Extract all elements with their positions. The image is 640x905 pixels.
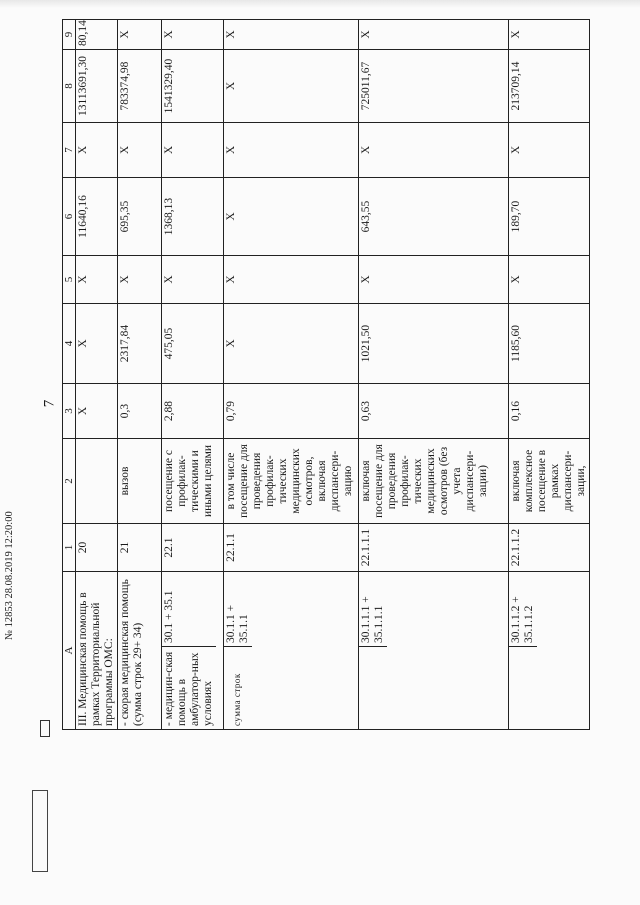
unit-cell: в том числе посещение для проведения профилак-тических медицинских осмотров, включая диспансери-зацию [224, 439, 359, 524]
unit-cell: посещение с профилак-тическими и иными целями [162, 439, 224, 524]
row-code: 22.1.1 [224, 524, 359, 572]
table-row [76, 20, 118, 730]
row-code: 21 [118, 524, 162, 572]
value-cell: X [359, 20, 509, 50]
value-cell: 1021,50 [359, 304, 509, 384]
value-cell: 1185,60 [509, 304, 590, 384]
value-cell: X [224, 304, 359, 384]
row-formula: 30.1.1.1 + 35.1.1.1 [360, 596, 385, 643]
value-cell: 2,88 [162, 384, 224, 439]
value-cell: 695,35 [118, 178, 162, 256]
value-cell: 0,3 [118, 384, 162, 439]
value-cell: 13113691,30 [76, 50, 118, 123]
value-cell: X [224, 256, 359, 304]
value-cell: X [76, 384, 118, 439]
row-label [509, 646, 537, 729]
row-label [359, 646, 387, 729]
value-cell: X [359, 123, 509, 178]
row-formula: 30.1.1 + 35.1.1 [225, 604, 250, 643]
header-row [63, 20, 76, 730]
value-cell: X [118, 123, 162, 178]
row-formula: 30.1.1.2 + 35.1.1.2 [510, 596, 535, 643]
value-cell: 0,63 [359, 384, 509, 439]
header-cell: 4 [63, 304, 76, 384]
value-cell: 11640,16 [76, 178, 118, 256]
sum-label: сумма строк [232, 673, 242, 726]
value-cell: X [162, 256, 224, 304]
value-cell: 1541329,40 [162, 50, 224, 123]
header-cell: А [63, 572, 76, 730]
unit-cell: включая комплексное посещение в рамках диспансери-зации, [509, 439, 590, 524]
header-cell: 7 [63, 123, 76, 178]
value-cell: X [118, 20, 162, 50]
value-cell: X [224, 20, 359, 50]
row-label: - медицин-ская помощь в амбулатор-ных условиях [162, 646, 216, 729]
stamp-mark [40, 720, 50, 737]
header-cell: 3 [63, 384, 76, 439]
table-row [359, 20, 509, 730]
row-label-split [359, 572, 509, 730]
value-cell: X [224, 178, 359, 256]
row-formula: 30.1 + 35.1 [163, 590, 175, 643]
registration-stamp: № 12853 28.08.2019 12:20:00 [4, 511, 15, 640]
header-cell: 6 [63, 178, 76, 256]
row-label: - скорая медицинская помощь (сумма строк 29+ 34) [118, 572, 162, 730]
value-cell: 783374,98 [118, 50, 162, 123]
table-row [162, 20, 224, 730]
value-cell: 475,05 [162, 304, 224, 384]
value-cell: X [224, 123, 359, 178]
header-cell: 1 [63, 524, 76, 572]
value-cell: 0,16 [509, 384, 590, 439]
row-code: 20 [76, 524, 118, 572]
scan-edge [0, 0, 640, 8]
value-cell: 2317,84 [118, 304, 162, 384]
row-label-split [162, 572, 224, 730]
value-cell: 643,55 [359, 178, 509, 256]
page-number: 7 [41, 399, 58, 408]
value-cell: 80,14 [76, 20, 118, 50]
barcode-logo [32, 790, 48, 872]
header-cell: 5 [63, 256, 76, 304]
value-cell: X [118, 256, 162, 304]
row-code: 22.1.1.1 [359, 524, 509, 572]
value-cell: X [509, 256, 590, 304]
value-cell: X [76, 304, 118, 384]
value-cell: X [162, 20, 224, 50]
row-label: III. Медицинская помощь в рамках Территориальной программы ОМС: [76, 572, 118, 730]
value-cell: X [224, 50, 359, 123]
value-cell: X [76, 256, 118, 304]
value-cell: X [76, 123, 118, 178]
header-cell: 8 [63, 50, 76, 123]
table-row [224, 20, 359, 730]
rotated-table-wrapper [62, 20, 587, 730]
value-cell: X [359, 256, 509, 304]
row-code: 22.1 [162, 524, 224, 572]
header-cell: 2 [63, 439, 76, 524]
row-code: 22.1.1.2 [509, 524, 590, 572]
row-label-split [509, 572, 590, 730]
program-table [62, 19, 590, 730]
table-row [118, 20, 162, 730]
table-row [509, 20, 590, 730]
row-label-split [224, 572, 359, 730]
value-cell: 725011,67 [359, 50, 509, 123]
value-cell: 1368,13 [162, 178, 224, 256]
value-cell: X [509, 20, 590, 50]
value-cell: X [162, 123, 224, 178]
value-cell: 0,79 [224, 384, 359, 439]
header-cell: 9 [63, 20, 76, 50]
unit-cell [76, 439, 118, 524]
value-cell: 189,70 [509, 178, 590, 256]
unit-cell: включая посещение для проведения профилак-тических медицинских осмотров (без учета диспансери-зации) [359, 439, 509, 524]
value-cell: 213709,14 [509, 50, 590, 123]
value-cell: X [509, 123, 590, 178]
unit-cell: вызов [118, 439, 162, 524]
